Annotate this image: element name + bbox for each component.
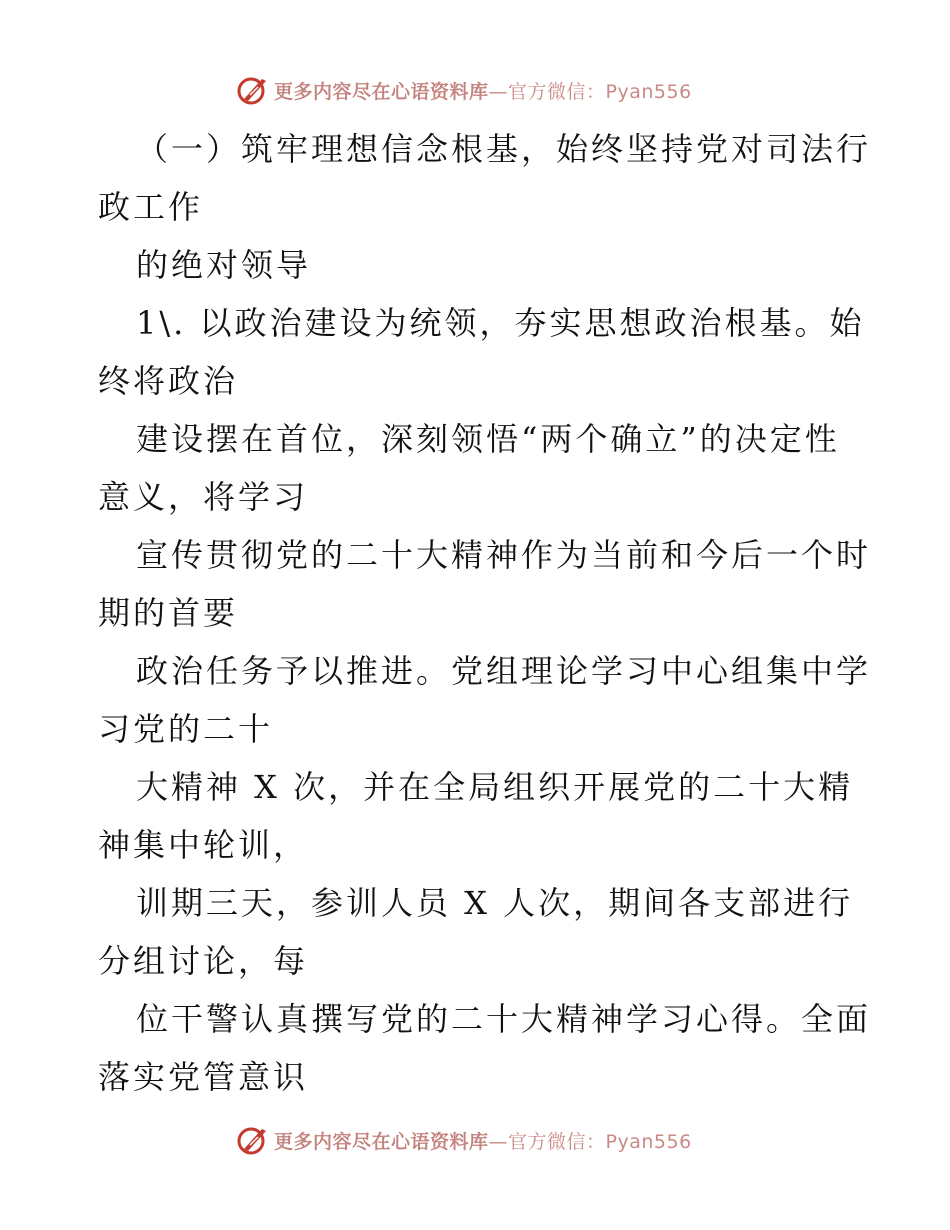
- text-line: 政工作: [98, 188, 204, 226]
- text-line: 宣传贯彻党的二十大精神作为当前和今后一个时: [136, 536, 872, 574]
- watermark-text: [274, 77, 692, 104]
- text-line: 政治任务予以推进。党组理论学习中心组集中学: [136, 652, 872, 690]
- text-line: 期的首要: [98, 594, 239, 632]
- watermark-separator: —: [488, 80, 509, 103]
- text-line: 大精神 X 次，并在全局组织开展党的二十大精: [136, 768, 854, 806]
- text-line: 神集中轮训，: [98, 826, 309, 864]
- text-line: 训期三天，参训人员 X 人次，期间各支部进行: [136, 884, 854, 922]
- text-line: 位干警认真撰写党的二十大精神学习心得。全面: [136, 1000, 872, 1038]
- document-body: [98, 120, 872, 1106]
- feather-quill-icon: [236, 1123, 270, 1157]
- header-watermark: [236, 72, 692, 108]
- footer-watermark: [236, 1122, 692, 1158]
- watermark-separator: —: [488, 1130, 509, 1153]
- feather-quill-icon: [236, 73, 270, 107]
- text-line: 习党的二十: [98, 710, 274, 748]
- text-line: 分组讨论，每: [98, 942, 309, 980]
- watermark-text: [274, 1127, 692, 1154]
- text-line: 落实党管意识: [98, 1058, 309, 1096]
- watermark-account: 官方微信：Pyan556: [508, 80, 692, 103]
- watermark-main: 更多内容尽在心语资料库: [274, 80, 489, 103]
- text-line: 建设摆在首位，深刻领悟“两个确立”的决定性: [136, 420, 840, 458]
- text-line: （一）筑牢理想信念根基，始终坚持党对司法行: [136, 130, 872, 168]
- text-line: 的绝对领导: [136, 246, 312, 284]
- text-line: 意义，将学习: [98, 478, 309, 516]
- watermark-account: 官方微信：Pyan556: [508, 1130, 692, 1153]
- text-line: 终将政治: [98, 362, 239, 400]
- watermark-main: 更多内容尽在心语资料库: [274, 1130, 489, 1153]
- text-line: 1\. 以政治建设为统领，夯实思想政治根基。始: [136, 304, 865, 342]
